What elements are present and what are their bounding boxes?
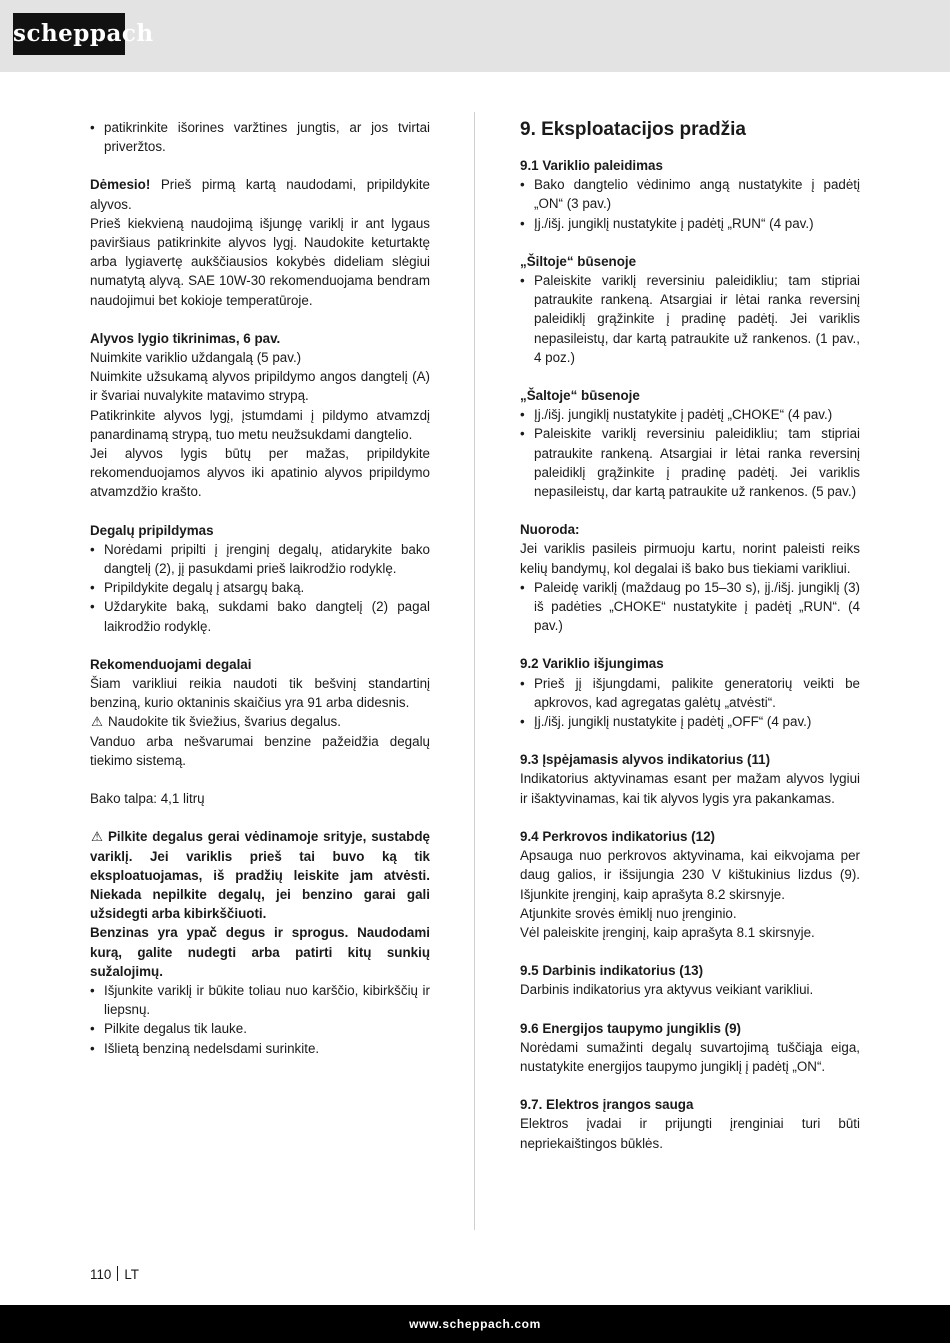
column-divider xyxy=(474,112,475,1230)
attention-text: Prieš pirmą kartą naudodami, pripildykite alyvos. xyxy=(90,177,430,212)
attention-paragraph xyxy=(90,175,430,213)
paragraph: Jei variklis pasileis pirmuoju kartu, norint paleisti reiks kelių bandymų, kol degalai iš bako bus tiekiami varikliui. xyxy=(520,541,860,576)
warning-text: Naudokite tik šviežius, švarius degalus. xyxy=(108,714,341,730)
bullet-list xyxy=(520,175,860,233)
safety-list xyxy=(90,981,430,1058)
bullet-list xyxy=(520,674,860,732)
section-heading-9-2: 9.2 Variklio išjungimas xyxy=(520,656,664,672)
language-code: LT xyxy=(124,1267,139,1282)
bullet-list xyxy=(90,118,430,156)
section-heading-9-3: 9.3 Įspėjamasis alyvos indikatorius (11) xyxy=(520,752,771,768)
paragraph: Norėdami sumažinti degalų suvartojimą tuščiąja eiga, nustatykite energijos taupymo jungiklį į padėtį „ON“. xyxy=(520,1039,860,1074)
header-bar xyxy=(0,0,950,72)
section-heading-9-1: 9.1 Variklio paleidimas xyxy=(520,158,663,173)
list-item: • Bako dangtelio vėdinimo angą nustatykite į padėtį „ON“ (3 pav.) xyxy=(520,175,860,213)
bullet-list xyxy=(520,271,860,367)
section-heading-note: Nuoroda: xyxy=(520,522,580,538)
section-heading-9-4: 9.4 Perkrovos indikatorius (12) xyxy=(520,828,715,844)
section-heading-oil-level: Alyvos lygio tikrinimas, 6 pav. xyxy=(90,330,281,346)
section-heading-cold: „Šaltoje“ būsenoje xyxy=(520,388,640,404)
footer-bar xyxy=(0,1305,950,1343)
paragraph: Nuimkite variklio uždangalą (5 pav.) xyxy=(90,350,302,366)
section-heading-warm: „Šiltoje“ būsenoje xyxy=(520,253,637,269)
paragraph: Elektros įvadai ir prijungti įrenginiai turi būti nepriekaištingos būklės. xyxy=(520,1116,860,1151)
paragraph: Šiam varikliui reikia naudoti tik bešvinį standartinį benziną, kurio oktaninis skaičius yra 91 arba didesnis. xyxy=(90,676,430,711)
paragraph: Jei alyvos lygis būtų per mažas, pripildykite rekomenduojamos alyvos iki apatinio alyvos pripildymo atvamzdžio krašto. xyxy=(90,446,430,500)
section-heading-fuel-filling: Degalų pripildymas xyxy=(90,522,214,538)
oil-check-paragraph: Prieš kiekvieną naudojimą išjungę variklį ir ant lygaus paviršiaus patikrinkite alyvos lygį. Naudokite keturtaktę arba lygiavertę aukščiausios kokybės dideliam slėgiui numatytą alyvą. SAE 10W-30 rekomenduojama bendram naudojimui bet kokioje temperatūroje. xyxy=(90,215,430,308)
left-column xyxy=(90,118,430,1058)
bullet-list xyxy=(520,405,860,501)
fuel-warning-paragraph xyxy=(90,827,430,923)
section-heading-9-7: 9.7. Elektros įrangos sauga xyxy=(520,1097,694,1113)
attention-label: Dėmesio! xyxy=(90,177,151,193)
tank-capacity: Bako talpa: 4,1 litrų xyxy=(90,791,205,807)
list-item: • Prieš jį išjungdami, palikite generatorių veikti be apkrovos, kad agregatas galėtų „atvėsti“. xyxy=(520,674,860,712)
paragraph: Indikatorius aktyvinamas esant per mažam alyvos lygiui ir išaktyvinamas, kai tik alyvos lygis yra pakankamas. xyxy=(520,771,860,806)
paragraph: Vanduo arba nešvarumai benzine pažeidžia degalų tiekimo sistemą. xyxy=(90,733,430,768)
paragraph: Nuimkite užsukamą alyvos pripildymo angos dangtelį (A) ir švariai nuvalykite matavimo strypą. xyxy=(90,369,430,404)
list-item: • Paleidę variklį (maždaug po 15–30 s), įj./išj. jungiklį (3) iš padėties „CHOKE“ nustatykite į padėtį „RUN“. (4 pav.) xyxy=(520,578,860,636)
warning-triangle-icon: ⚠ xyxy=(90,714,103,730)
list-item: • Išlietą benziną nedelsdami surinkite. xyxy=(90,1039,430,1058)
warning-text: Pilkite degalus gerai vėdinamoje srityje, sustabdę variklį. Jei variklis prieš tai buvo ką tik eksploatuojamas, iš pradžių leiskite jam atvėsti. Niekada nepilkite degalų, jei benzino garai gali užsidegti arba kibirkščiuoti. xyxy=(90,829,430,922)
page-separator xyxy=(117,1266,118,1281)
fuel-list xyxy=(90,540,430,636)
brand-logo: scheppach xyxy=(13,13,125,55)
fuel-danger-paragraph: Benzinas yra ypač degus ir sprogus. Naudodami kurą, galite nudegti arba patirti kitų sunkių sužalojimų. xyxy=(90,925,430,979)
paragraph: Vėl paleiskite įrenginį, kaip aprašyta 8.1 skirsnyje. xyxy=(520,924,815,940)
list-item: • Išjunkite variklį ir būkite toliau nuo karščio, kibirkščių ir liepsnų. xyxy=(90,981,430,1019)
list-item: • Uždarykite baką, sukdami bako dangtelį (2) pagal laikrodžio rodyklę. xyxy=(90,597,430,635)
chapter-title: 9. Eksploatacijos pradžia xyxy=(520,119,746,140)
list-item: • patikrinkite išorines varžtines jungtis, ar jos tvirtai priveržtos. xyxy=(90,118,430,156)
section-heading-9-6: 9.6 Energijos taupymo jungiklis (9) xyxy=(520,1020,741,1036)
paragraph: Darbinis indikatorius yra aktyvus veikiant varikliui. xyxy=(520,982,814,998)
list-item: • Įj./išj. jungiklį nustatykite į padėtį „CHOKE“ (4 pav.) xyxy=(520,405,860,424)
list-item: • Pripildykite degalų į atsargų baką. xyxy=(90,578,430,597)
website-url: www.scheppach.com xyxy=(409,1317,541,1331)
right-column xyxy=(520,118,860,1153)
list-item: • Įj./išj. jungiklį nustatykite į padėtį „RUN“ (4 pav.) xyxy=(520,214,860,233)
section-heading-recommended-fuel: Rekomenduojami degalai xyxy=(90,656,252,672)
list-item: • Pilkite degalus tik lauke. xyxy=(90,1019,430,1038)
paragraph: Patikrinkite alyvos lygį, įstumdami į pildymo atvamzdį panardinamą strypą, tuo metu neužsukdami dangtelio. xyxy=(90,407,430,442)
warning-line xyxy=(90,712,430,731)
paragraph: Atjunkite srovės ėmiklį nuo įrenginio. xyxy=(520,905,737,921)
paragraph: Apsauga nuo perkrovos aktyvinama, kai eikvojama per daug galios, ir išsijungia 230 V kištukinius lizdus (9). Išjunkite įrenginį, kaip aprašyta 8.2 skirsnyje. xyxy=(520,848,860,902)
bullet-list xyxy=(520,578,860,636)
list-item: • Įj./išj. jungiklį nustatykite į padėtį „OFF“ (4 pav.) xyxy=(520,712,860,731)
list-item: • Paleiskite variklį reversiniu paleidikliu; tam stipriai patraukite rankeną. Atsargiai ir lėtai ranka reversinį paleidiklį grąžinkite į pradinę padėtį. Jei variklis nepasileistų, dar kartą patraukite už rankenos. (1 pav., 4 poz.) xyxy=(520,271,860,367)
list-item: • Paleiskite variklį reversiniu paleidikliu; tam stipriai patraukite rankeną. Atsargiai ir lėtai ranka reversinį paleidiklį grąžinkite į pradinę padėtį. Jei variklis nepasileistų, dar kartą patraukite už rankenos. (5 pav.) xyxy=(520,424,860,501)
list-item: • Norėdami pripilti į įrenginį degalų, atidarykite bako dangtelį (2), jį pasukdami prieš laikrodžio rodyklę. xyxy=(90,540,430,578)
section-heading-9-5: 9.5 Darbinis indikatorius (13) xyxy=(520,963,704,979)
page-number xyxy=(90,1266,139,1282)
warning-triangle-icon: ⚠ xyxy=(90,829,103,845)
page-number-value: 110 xyxy=(90,1267,112,1282)
